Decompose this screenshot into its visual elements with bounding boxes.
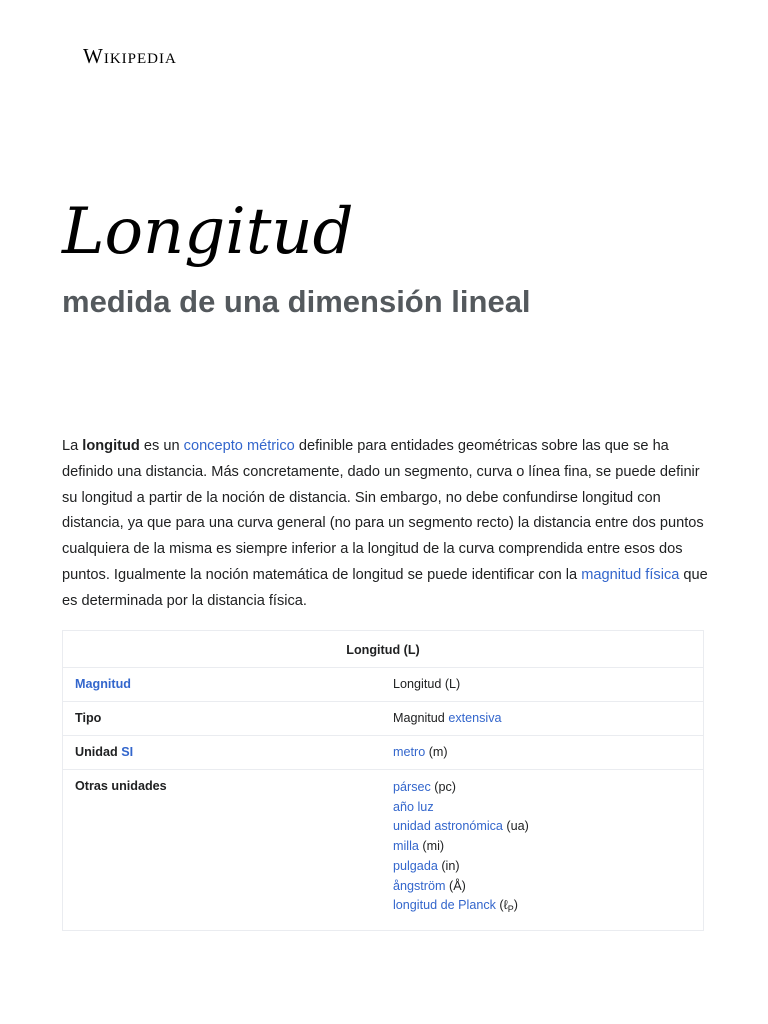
link-milla[interactable]: milla (393, 839, 419, 854)
unidad-value-text: (m) (425, 745, 448, 759)
unit-item (393, 896, 691, 920)
infobox-caption: Longitud (L) (346, 642, 420, 657)
wikipedia-wordmark[interactable]: Wikipedia (83, 44, 177, 68)
unit-abbr: (Å) (445, 878, 466, 893)
link-ano-luz[interactable]: año luz (393, 799, 434, 814)
unit-item (393, 798, 691, 818)
link-concepto-metrico[interactable]: concepto métrico (183, 438, 295, 454)
infobox-row-tipo (63, 702, 704, 736)
infobox-row-unidad (63, 736, 704, 770)
intro-text: La (62, 438, 83, 454)
infobox-value-otras-unidades (381, 770, 704, 931)
unit-abbr: (pc) (430, 780, 456, 794)
unit-abbr: (in) (437, 858, 460, 873)
link-si[interactable]: SI (121, 745, 134, 759)
infobox-label-magnitud (63, 668, 382, 702)
unit-item (393, 837, 691, 857)
intro-text: es un (139, 438, 184, 454)
link-angstrom[interactable]: ångström (393, 878, 446, 893)
unit-abbr: (mi) (418, 839, 445, 854)
unit-subscript: P (507, 904, 514, 915)
link-parsec[interactable]: pársec (393, 780, 431, 794)
unit-abbr: ) (513, 898, 518, 913)
unidad-label-text: Unidad (75, 745, 122, 759)
infobox-row-magnitud (63, 668, 704, 702)
unit-abbr: (ua) (502, 819, 529, 834)
unit-item (393, 877, 691, 897)
intro-text: que es determinada por la distancia física. (62, 566, 708, 609)
unit-item (393, 778, 691, 798)
infobox-value-tipo (381, 702, 704, 736)
link-extensiva[interactable]: extensiva (448, 711, 502, 725)
infobox-value-unidad (381, 736, 704, 770)
units-list (393, 778, 691, 920)
link-metro[interactable]: metro (393, 745, 426, 759)
unit-item (393, 857, 691, 877)
link-pulgada[interactable]: pulgada (393, 858, 438, 873)
unit-abbr: (ℓ (495, 898, 508, 913)
link-longitud-de-planck[interactable]: longitud de Planck (393, 898, 496, 913)
link-magnitud[interactable]: Magnitud (75, 677, 131, 691)
link-magnitud-fisica[interactable]: magnitud física (581, 566, 680, 583)
intro-paragraph (62, 434, 710, 615)
tipo-text: Magnitud (393, 711, 449, 725)
infobox-value-magnitud: Longitud (L) (381, 668, 704, 702)
infobox-label-tipo: Tipo (63, 702, 382, 736)
link-unidad-astronomica[interactable]: unidad astronómica (393, 819, 503, 834)
infobox-label-otras-unidades: Otras unidades (63, 770, 382, 931)
intro-text: definible para entidades geométricas sobre las que se ha definido una distancia. Más concretamente, dado un segmento, curva o línea fina, se puede definir su longitud a partir de la noción de distancia. Sin embargo, no debe confundirse longitud con distancia, ya que para una curva general (no para un segmento recto) la distancia entre dos puntos cualquiera de la misma es siempre inferior a la longitud de la curva comprendida entre esos dos puntos. Igualmente la noción matemática de longitud se puede identificar con la (62, 438, 704, 583)
page-title: Longitud (62, 195, 354, 269)
unit-item (393, 817, 691, 837)
infobox-label-unidad (63, 736, 382, 770)
infobox-row-otras-unidades (63, 770, 704, 931)
page-subtitle: medida de una dimensión lineal (62, 284, 531, 319)
intro-bold-term: longitud (82, 438, 140, 454)
infobox (62, 630, 704, 931)
